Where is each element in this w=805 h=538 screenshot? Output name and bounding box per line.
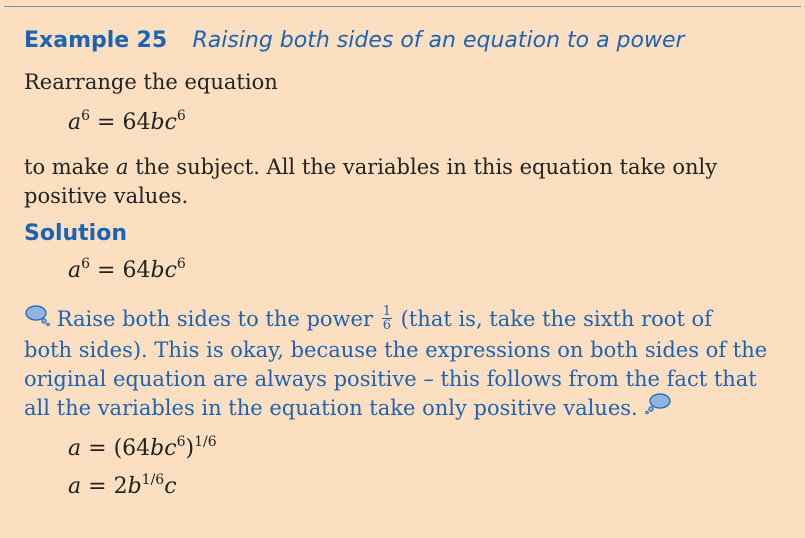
solution-step2 xyxy=(68,436,217,461)
example-label: Example xyxy=(24,28,130,53)
example-number: 25 xyxy=(136,28,168,53)
s1-lhs-base: a xyxy=(68,258,82,283)
problem-statement-line1 xyxy=(24,153,717,181)
s2-close: ) xyxy=(185,436,195,461)
s1-equals: = xyxy=(97,258,116,283)
eq-rhs-coeff: 64 xyxy=(122,110,151,135)
eq-lhs-exp: 6 xyxy=(81,108,91,124)
statement-pre: to make xyxy=(24,155,117,179)
comment-line-2: both sides). This is okay, because the expressions on both sides of the xyxy=(24,337,768,362)
problem-equation xyxy=(68,110,186,135)
eq-rhs-c: c xyxy=(164,110,177,135)
solution-step1 xyxy=(68,258,186,283)
example-heading xyxy=(24,27,685,53)
s2-lhs: a xyxy=(68,436,82,461)
example-title: Raising both sides of an equation to a power xyxy=(192,28,685,53)
fraction-one-sixth xyxy=(382,305,392,332)
s2-c: c xyxy=(164,436,177,461)
s1-rhs-coeff: 64 xyxy=(122,258,151,283)
eq-rhs-b: b xyxy=(150,110,165,135)
s3-coeff: 2 xyxy=(113,474,128,499)
eq-lhs-base: a xyxy=(68,110,82,135)
comment-line1-post: (that is, take the sixth root of xyxy=(400,307,712,331)
comment-line1-pre: Raise both sides to the power xyxy=(56,307,373,331)
s1-rhs-b: b xyxy=(150,258,165,283)
s2-c-exp: 6 xyxy=(176,434,186,450)
statement-post: the subject. All the variables in this equation take only xyxy=(128,155,718,179)
solution-comment xyxy=(24,305,784,424)
s3-lhs: a xyxy=(68,474,82,499)
comment-line-1 xyxy=(24,305,784,336)
problem-intro: Rearrange the equation xyxy=(24,70,278,94)
s3-c: c xyxy=(164,474,177,499)
top-rule xyxy=(4,6,801,7)
s1-rhs-c: c xyxy=(164,258,177,283)
thought-bubble-icon xyxy=(24,304,50,334)
frac-num: 1 xyxy=(382,304,391,319)
s1-lhs-exp: 6 xyxy=(81,256,91,272)
s2-outer-exp: 1/6 xyxy=(194,434,217,450)
statement-var: a xyxy=(116,155,129,179)
eq-rhs-exp: 6 xyxy=(176,108,186,124)
comment-line4-text: all the variables in the equation take only positive values. xyxy=(24,395,638,420)
comment-line-3: original equation are always positive – this follows from the fact that xyxy=(24,366,757,391)
s3-b: b xyxy=(127,474,142,499)
s1-rhs-exp: 6 xyxy=(176,256,186,272)
solution-step3 xyxy=(68,474,177,499)
frac-den: 6 xyxy=(382,318,391,333)
s2-equals: = xyxy=(88,436,107,461)
s3-b-exp: 1/6 xyxy=(141,472,165,488)
thought-bubble-end-icon xyxy=(644,392,672,422)
s2-open: (64 xyxy=(113,436,151,461)
eq-equals: = xyxy=(97,110,116,135)
s3-equals: = xyxy=(88,474,107,499)
problem-statement-line2: positive values. xyxy=(24,184,189,208)
solution-heading: Solution xyxy=(24,221,127,246)
comment-line-4 xyxy=(24,394,784,425)
s2-b: b xyxy=(150,436,165,461)
